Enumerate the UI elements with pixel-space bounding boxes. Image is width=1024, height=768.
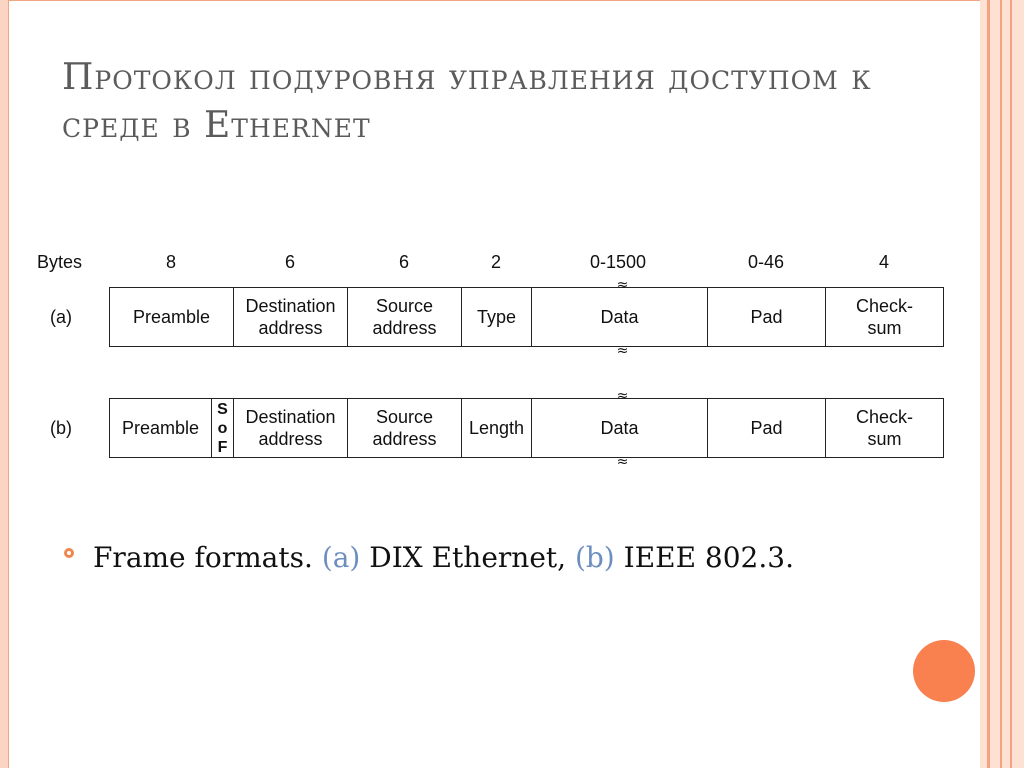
slide-right-stripe [1000,0,1002,768]
slide-top-border [8,0,980,1]
byte-count-type: 2 [490,252,502,272]
field-data: ≈ Data ≈ [532,288,708,346]
field-destination-address: Destination address [234,399,348,457]
slide-right-stripe [1010,0,1012,768]
bytes-label: Bytes [37,252,83,272]
field-checksum: Check- sum [855,296,913,338]
field-pad: Pad [708,399,826,457]
break-mark-icon: ≈ [616,388,623,404]
frame-row-dix [109,277,944,359]
field-preamble: Preamble [110,288,234,346]
byte-count-data: 0-1500 [589,252,647,272]
bullet-caption [63,536,903,580]
slide-title: Протокол подуровня управления доступом к среде в Ethernet [62,57,872,146]
field-length: Length [462,399,532,457]
byte-count-destination: 6 [284,252,296,272]
field-preamble: Preamble [110,399,212,457]
caption-text-b: IEEE 802.3. [614,541,794,574]
byte-count-checksum: 4 [878,252,890,272]
field-source-address: Source address [348,399,462,457]
caption-tag-b: (b) [574,541,615,574]
caption-text-a: DIX Ethernet, [360,541,575,574]
break-mark-icon: ≈ [616,454,623,470]
caption-prefix: Frame formats. [93,541,322,574]
decorative-circle [913,640,975,702]
break-mark-icon: ≈ [616,343,623,359]
field-data: ≈ Data ≈ [532,399,708,457]
slide-left-border [0,0,9,768]
caption-tag-a: (a) [321,541,361,574]
field-destination-address: Destination address [234,288,348,346]
byte-count-pad: 0-46 [747,252,785,272]
slide-right-stripe [987,0,990,768]
field-pad: Pad [708,288,826,346]
frame-row-ieee [109,388,944,470]
row-tag-a: (a) [50,307,72,327]
break-mark-icon: ≈ [616,277,623,293]
row-tag-b: (b) [50,418,72,438]
field-checksum: Check- sum [855,407,913,449]
byte-count-source: 6 [398,252,410,272]
field-source-address: Source address [348,288,462,346]
field-start-of-frame: S o F [212,399,234,457]
field-type: Type [462,288,532,346]
byte-count-preamble: 8 [165,252,177,272]
